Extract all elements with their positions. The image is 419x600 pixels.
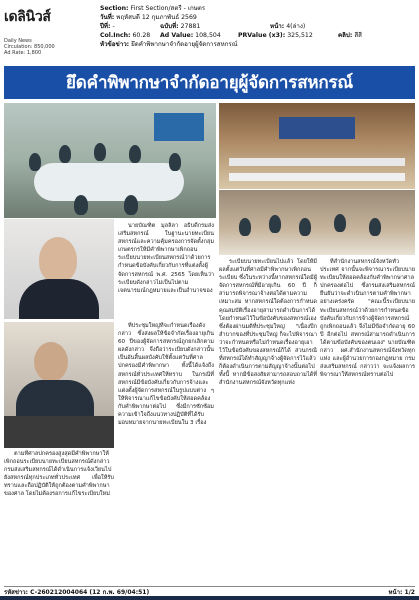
speaker-photo	[4, 322, 114, 448]
article-text: ที่สำนักงานสหกรณ์จังหวัดทั่วประเทศ จากนั้นจะพิจารณาระเบียบนายทะเบียนให้สอดคล้องกับคำพิพากษาศาลปกครองต่อไป ซึ่งกรมส่งเสริมสหกรณ์ยืนยันว่าจะดำเนินการตามคำพิพากษาอย่างเคร่งครัด "คณะนี้ระเบียบนายทะเบียนสหกรณ์ว่าด้วยการกำหนดข้อบังคับเกี่ยวกับการจ้างผู้จัดการสหกรณ์ถูกเพิกถอนแล้ว จึงไม่มีข้อจำกัดอายุ 60 ปี อีกต่อไป สหกรณ์สามารถดำเนินการได้ตามข้อบังคับของตนเอง" นายบัณฑิต กล่าว ผศ.สำนักงานสหกรณ์จังหวัดทุกแห่ง และผู้อำนวยการกองกฎหมาย กรมส่งเสริมสหกรณ์ กล่าวว่า จะแจ้งผลการพิจารณาให้สหกรณ์ทราบต่อไป	[320, 259, 415, 379]
reference-bar	[4, 586, 415, 596]
person-shape	[239, 218, 251, 236]
headline: ยึดคำพิพากษาจำกัดอายุผู้จัดการสหกรณ์	[66, 73, 353, 93]
article-column-0	[4, 450, 114, 584]
meta-label: ฉบับที่:	[160, 23, 179, 30]
meta-value: -	[112, 23, 115, 30]
meta-label: Ad Value:	[160, 32, 194, 39]
portrait-photo	[4, 219, 114, 319]
article-column-3	[320, 258, 415, 584]
meta-label: หัวข้อข่าว:	[100, 41, 130, 48]
footer-bar	[0, 596, 419, 600]
person-shape	[299, 218, 311, 236]
logo-text: เดลินิวส์	[4, 9, 51, 25]
meta-label: PRValue (x3):	[238, 32, 286, 39]
conference-hall-photo	[219, 103, 415, 189]
headline-band	[4, 66, 415, 99]
person-shape	[334, 214, 346, 232]
meta-block	[100, 4, 415, 49]
audience-photo	[219, 190, 415, 255]
meta-value: พฤหัสบดี 12 กุมภาพันธ์ 2569	[116, 14, 197, 21]
meta-label: หน้า:	[270, 23, 285, 30]
face-shape	[39, 237, 77, 283]
screen-shape	[154, 113, 204, 141]
article-text: ที่ประชุมใหญ่ที่จะกำหนดเรื่องดังกล่าว ซึ่งส่งผลให้ข้อจำกัดเรื่องอายุเกิน 60 ปีของผู้จัดการสหกรณ์ถูกยกเลิกตามผลดังกล่าว จึงถือว่าระเบียบดังกล่าวนั้นเป็นอันสิ้นผลบังคับใช้ตั้งแต่วันที่ศาลปกครองมีคำพิพากษา ทั้งนี้ได้แจ้งถึงสหกรณ์ทั่วประเทศให้ทราบ ในกรณีที่สหกรณ์มีข้อบังคับเกี่ยวกับการจ้างและแต่งตั้งผู้จัดการสหกรณ์ในรูปแบบต่าง ๆ ให้พิจารณาแก้ไขข้อบังคับให้สอดคล้องกับคำพิพากษาต่อไป ซึ่งมีการซักซ้อมความเข้าใจถึงแนวทางปฏิบัติที่ได้รับมอบหมายจากนายทะเบียนใน 3 เรื่อง	[118, 323, 214, 427]
meta-row-volume	[100, 22, 415, 31]
person-shape	[74, 195, 88, 215]
article-text: ตามที่ศาลปกครองสูงสุดมีคำพิพากษาให้เพิกถอนระเบียบนายทะเบียนสหกรณ์ดังกล่าว กรมส่งเสริมสหกรณ์ได้ดำเนินการแจ้งเวียนไปยังสหกรณ์ทุกประเภททั่วประเทศ เพื่อให้รับทราบและถือปฏิบัติให้ถูกต้องตามคำพิพากษาของศาล โดยไม่ต้องรอการแก้ไขระเบียบใหม่	[4, 451, 114, 498]
article-column-1	[118, 222, 214, 320]
meta-value: 4(ล่าง)	[286, 23, 306, 30]
person-shape	[124, 195, 138, 215]
meta-value: First Section/สตรี - เกษตร	[130, 5, 206, 12]
logo-sub-line: Ad Rate: 1,800	[4, 50, 42, 56]
person-shape	[269, 215, 281, 233]
meta-label: ปีที่:	[100, 23, 111, 30]
newspaper-logo	[4, 6, 68, 36]
person-shape	[29, 153, 41, 171]
podium-shape	[4, 416, 114, 448]
page-indicator: หน้า: 1/2	[388, 588, 415, 596]
logo-sub-line: Daily News	[4, 38, 32, 44]
meta-label: Col.Inch:	[100, 32, 131, 39]
meeting-photo	[4, 103, 216, 218]
article-text: ระเบียบนายทะเบียนไปแล้ว โดยให้มีผลตั้งแต่วันที่ศาลมีคำพิพากษาเพิกถอนระเบียบ ซึ่งในระหว่างนี้หากสหกรณ์ใดมีผู้จัดการสหกรณ์ที่มีอายุเกิน 60 ปี ก็สามารถพิจารณาจ้างต่อได้ตามความเหมาะสม หากสหกรณ์ใดต้องการกำหนดคุณสมบัติเรื่องอายุสามารถดำเนินการได้โดยกำหนดไว้ในข้อบังคับของสหกรณ์เอง ซึ่งต้องผ่านมติที่ประชุมใหญ่ "เนื่องปีกลำบากของที่ประชุมใหญ่ ก็จะไปพิจารณาว่าจะกำหนดหรือไม่กำหนดเรื่องอายุเอาไว้ในข้อบังคับของสหกรณ์ก็ได้ ส่วนกรณีที่สหกรณ์ได้ทำสัญญาจ้างผู้จัดการไว้แล้ว ก็ต้องดำเนินการตามสัญญาจ้างนั้นต่อไป ทั้งนี้ หากมีข้อสงสัยสามารถสอบถามได้ที่สำนักงานสหกรณ์จังหวัดทุกแห่ง	[219, 259, 317, 387]
meta-value: 108,504	[195, 32, 221, 39]
reference-code: รหัสข่าว: C-260212004064 (12 ก.พ. 69/04:51)	[4, 588, 150, 596]
meta-value: 325,512	[287, 32, 313, 39]
table-row-shape	[229, 173, 405, 181]
meta-value: ยึดคำพิพากษาจำกัดอายุผู้จัดการสหกรณ์	[131, 41, 238, 48]
meta-row-values	[100, 31, 415, 40]
face-shape	[34, 342, 68, 382]
table-shape	[34, 163, 184, 201]
meta-value: 60.28	[132, 32, 151, 39]
meta-row-section	[100, 4, 415, 13]
meta-row-topic	[100, 40, 415, 49]
article-text: นายบัณฑิต มุลลิลา อธิบดีกรมส่งเสริมสหกรณ์ ในฐานะนายทะเบียนสหกรณ์และความคุ้มครองการจัดตั้งกลุ่มเกษตรกรให้มีคำพิพากษาเพิกถอนระเบียบนายทะเบียนสหกรณ์ว่าด้วยการกำหนดข้อบังคับเกี่ยวกับการที่แต่งตั้งผู้จัดการสหกรณ์ พ.ศ. 2565 โดยเห็นว่าระเบียบดังกล่าวไม่เป็นไปตามเจตนารมณ์กฎหมายและเป็นอำนาจของ	[118, 223, 214, 294]
banner-shape	[279, 117, 355, 139]
article-column-2	[219, 258, 317, 584]
meta-label: วันที่:	[100, 14, 115, 21]
logo-sub-line: Circulation: 850,000	[4, 44, 55, 50]
person-shape	[59, 145, 71, 163]
person-shape	[169, 153, 181, 171]
person-shape	[94, 143, 106, 161]
person-shape	[369, 218, 381, 236]
meta-label: Section:	[100, 5, 129, 12]
table-row-shape	[229, 158, 405, 166]
meta-value: สีสี	[354, 32, 362, 39]
meta-label: คลิป:	[338, 32, 353, 39]
logo-sub	[4, 38, 55, 56]
person-shape	[129, 145, 141, 163]
article-column-1b	[118, 322, 214, 584]
suit-shape	[19, 279, 99, 319]
meta-row-date	[100, 13, 415, 22]
clipping-header	[0, 0, 419, 64]
meta-value: 27881	[180, 23, 201, 30]
